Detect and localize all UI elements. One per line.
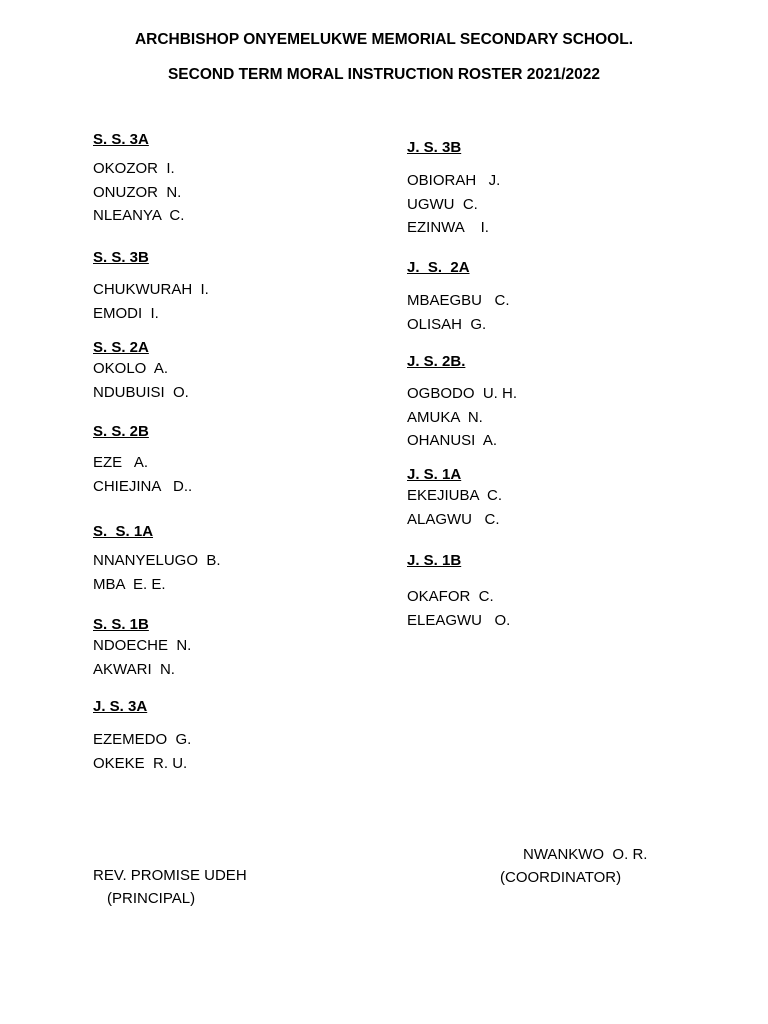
class-block — [93, 698, 191, 775]
student-name: OHANUSI A. — [407, 432, 498, 449]
class-block — [93, 423, 192, 498]
class-block — [93, 523, 221, 596]
student-name: EKEJIUBA C. — [407, 487, 503, 504]
class-heading: S. S. 2A — [93, 339, 149, 356]
class-heading: S. S. 1B — [93, 616, 149, 633]
student-name: OLISAH G. — [407, 315, 487, 333]
student-name: AMUKA N. — [407, 408, 483, 426]
class-block — [93, 339, 189, 404]
student-name: UGWU C. — [407, 195, 478, 213]
student-name: ALAGWU C. — [407, 510, 500, 528]
student-name: OKEKE R. U. — [93, 754, 188, 772]
class-heading: J. S. 1A — [407, 466, 462, 483]
class-heading: S. S. 3A — [93, 131, 149, 148]
class-heading: S. S. 1A — [93, 523, 154, 540]
student-name: MBAEGBU C. — [407, 292, 510, 309]
student-name: CHUKWURAH I. — [93, 281, 209, 298]
student-name: OGBODO U. H. — [407, 385, 518, 402]
coordinator-name: NWANKWO O. R. — [523, 846, 648, 863]
class-heading: S. S. 2B — [93, 423, 149, 440]
student-name: MBA E. E. — [93, 575, 166, 593]
student-name: EZE A. — [93, 454, 149, 471]
class-block — [93, 131, 184, 228]
student-name: NDUBUISI O. — [93, 383, 189, 401]
principal-title: (PRINCIPAL) — [107, 890, 196, 907]
student-name: NNANYELUGO B. — [93, 552, 221, 569]
student-name: NLEANYA C. — [93, 207, 185, 224]
student-name: OKAFOR C. — [407, 588, 494, 605]
student-name: CHIEJINA D.. — [93, 477, 193, 495]
student-name: AKWARI N. — [93, 660, 175, 678]
student-name: EMODI I. — [93, 304, 159, 322]
principal-name: REV. PROMISE UDEH — [93, 867, 247, 884]
school-name: ARCHBISHOP ONYEMELUKWE MEMORIAL SECONDARY SCHOOL. — [134, 31, 634, 48]
class-heading: J. S. 1B — [407, 552, 462, 569]
roster-title: SECOND TERM MORAL INSTRUCTION ROSTER 2021/2022 — [167, 66, 601, 83]
class-block — [407, 466, 502, 531]
class-block — [407, 552, 510, 632]
class-heading: S. S. 3B — [93, 249, 149, 266]
student-name: EZEMEDO G. — [93, 731, 192, 748]
class-heading: J. S. 3B — [407, 139, 462, 156]
student-name: ONUZOR N. — [93, 183, 182, 201]
student-name: NDOECHE N. — [93, 637, 192, 654]
student-name: OBIORAH J. — [407, 172, 501, 189]
student-name: OKOZOR I. — [93, 160, 175, 177]
student-name: EZINWA I. — [407, 219, 489, 236]
class-block — [93, 616, 191, 681]
coordinator-title: (COORDINATOR) — [500, 869, 622, 886]
class-heading: J. S. 2B. — [407, 353, 466, 370]
class-block — [407, 353, 517, 453]
student-name: ELEAGWU O. — [407, 611, 511, 629]
student-name: OKOLO A. — [93, 360, 169, 377]
class-block — [407, 139, 500, 240]
class-block — [407, 259, 510, 336]
class-heading: J. S. 3A — [93, 698, 148, 715]
class-heading: J. S. 2A — [407, 259, 470, 276]
class-block — [93, 249, 209, 325]
